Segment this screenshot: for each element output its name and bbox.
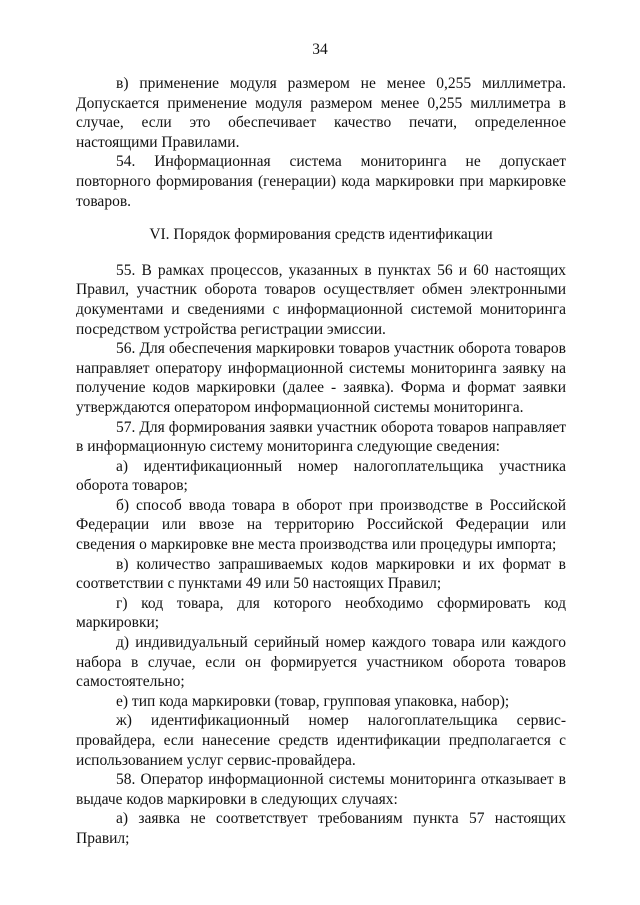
- section-heading: VI. Порядок формирования средств идентификации: [149, 226, 493, 244]
- paragraph-57-item-a: а) идентификационный номер налогоплательщика участника оборота товаров;: [76, 457, 566, 495]
- paragraph-56: 56. Для обеспечения маркировки товаров участник оборота товаров направляет оператору информационной системы мониторинга заявку на получение кодов маркировки (далее - заявка). Форма и формат заявки утверждаются оператором информационной системы мониторинга.: [76, 340, 566, 416]
- document-body: [76, 74, 566, 849]
- paragraph-55: 55. В рамках процессов, указанных в пунктах 56 и 60 настоящих Правил, участник оборота товаров осуществляет обмен электронными документами и сведениями с информационной системой мониторинга посредством устройства регистрации эмиссии.: [76, 261, 566, 338]
- paragraph-57-item-e: е) тип кода маркировки (товар, групповая упаковка, набор);: [116, 692, 510, 710]
- paragraph-54: 54. Информационная система мониторинга не допускает повторного формирования (генерации) кода маркировки при маркировке товаров.: [76, 153, 566, 210]
- paragraph-58: 58. Оператор информационной системы мониторинга отказывает в выдаче кодов маркировки в следующих случаях:: [76, 771, 566, 808]
- paragraph-57-item-b: б) способ ввода товара в оборот при производстве в Российской Федерации или ввозе на территорию Российской Федерации или сведения о маркировке вне места производства или процедуры импорта;: [76, 496, 566, 554]
- paragraph-57: 57. Для формирования заявки участник оборота товаров направляет в информационную систему мониторинга следующие сведения:: [76, 418, 566, 456]
- paragraph-57-item-zh: ж) идентификационный номер налогоплательщика сервис-провайдера, если нанесение средств идентификации предполагается с использованием услуг сервис-провайдера.: [76, 712, 566, 769]
- paragraph-57-item-d: д) индивидуальный серийный номер каждого товара или каждого набора в случае, если он формируется участником оборота товаров самостоятельно;: [76, 634, 566, 691]
- paragraph-57-item-v: в) количество запрашиваемых кодов маркировки и их формат в соответствии с пунктами 49 или 50 настоящих Правил;: [76, 555, 566, 593]
- paragraph-58-item-a: а) заявка не соответствует требованиям пункта 57 настоящих Правил;: [76, 810, 566, 847]
- paragraph-item-v-module-size: в) применение модуля размером не менее 0,255 миллиметра. Допускается применение модуля размером менее 0,255 миллиметра в случае, если это обеспечивает качество печати, определенное настоящими Правилами.: [76, 75, 566, 151]
- page-number: 34: [312, 41, 328, 58]
- paragraph-57-item-g: г) код товара, для которого необходимо сформировать код маркировки;: [76, 594, 566, 632]
